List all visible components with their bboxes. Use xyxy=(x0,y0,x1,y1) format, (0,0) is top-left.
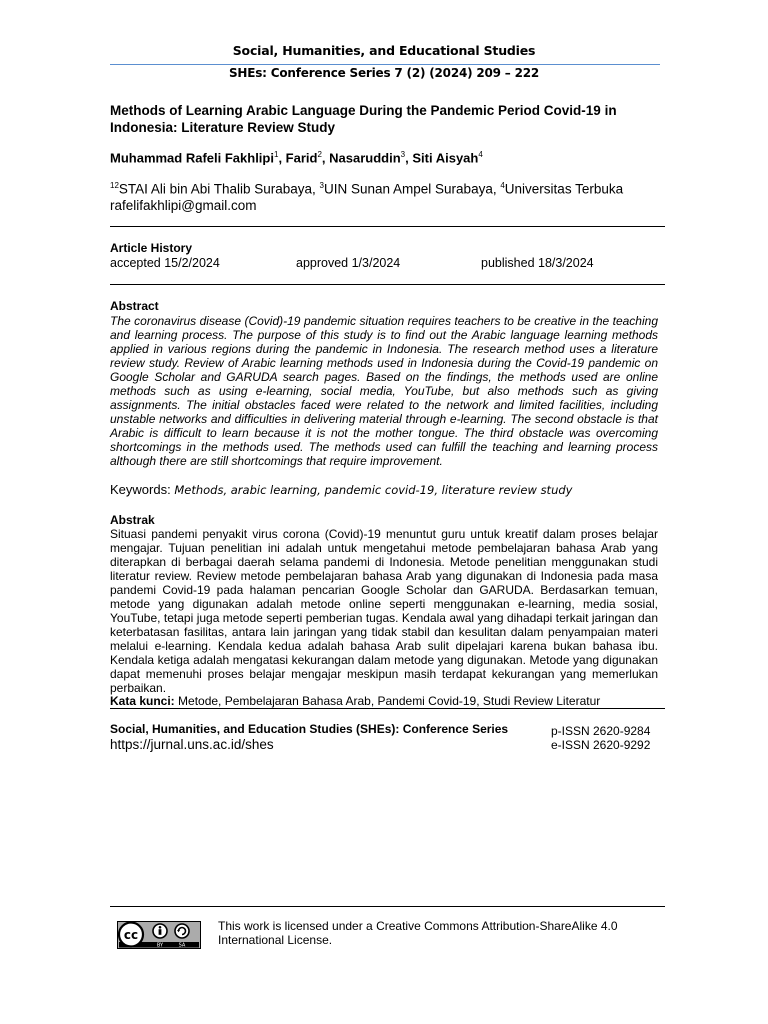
author-sup: 1 xyxy=(273,150,279,159)
abstract-label: Abstract xyxy=(110,299,159,313)
abstrak-text: Situasi pandemi penyakit virus corona (Covid)-19 menuntut guru untuk kreatif dalam proses belajar mengajar. Tujuan penelitian ini adalah untuk mengetahui metode pembelajaran bahasa Arab yang diterapkan di berbagai daerah selama pandemi di Indonesia. Metode penelitian menggunakan studi literatur review. Review metode pembelajaran bahasa Arab yang digunakan di Indonesia pada masa pandemi Covid-19 pada halaman pencarian Google Scholar dan GARUDA. Berdasarkan temuan, metode yang digunakan adalah metode online seperti menggunakan e-learning, media sosial, YouTube, tetapi juga metode seperti pemberian tugas. Kendala awal yang dihadapi terkait jaringan dan keterbatasan fasilitas, antara lain jaringan yang tidak stabil dan kesulitan dalam penyampaian materi melalui e-learning. Kendala kedua adalah bahasa Arab sulit dipelajari karena bukan bahasa ibu. Kendala ketiga adalah mengatasi kekurangan dalam metode yang digunakan. Metode yang digunakan dapat memenuhi proses belajar mengajar meskipun masih terdapat kekurangan yang memerlukan perbaikan. xyxy=(110,527,658,695)
footer-journal: Social, Humanities, and Education Studies (SHEs): Conference Series xyxy=(110,722,509,736)
affil-sup: 3 xyxy=(319,181,324,190)
kata-kunci-value: Metode, Pembelajaran Bahasa Arab, Pandemi Covid-19, Studi Review Literatur xyxy=(178,694,601,708)
affil-text: UIN Sunan Ampel Surabaya, xyxy=(323,181,501,197)
kata-kunci xyxy=(110,694,665,708)
series-line: SHEs: Conference Series 7 (2) (2024) 209 – 222 xyxy=(228,66,540,80)
history-bottom-rule xyxy=(110,284,665,285)
journal-name: Social, Humanities, and Educational Studies xyxy=(232,43,536,58)
published-date: published 18/3/2024 xyxy=(481,256,594,270)
affil-sup: 12 xyxy=(110,181,119,190)
author-sup: 3 xyxy=(400,150,406,159)
accepted-date: accepted 15/2/2024 xyxy=(110,256,220,270)
cc-by-sa-icon[interactable] xyxy=(117,921,201,949)
affil-sup: 4 xyxy=(500,181,505,190)
p-issn: p-ISSN 2620-9284 xyxy=(551,724,651,738)
cc-text: cc xyxy=(123,928,139,942)
approved-date: approved 1/3/2024 xyxy=(296,256,401,270)
authors: Muhammad Rafeli Fakhlipi$^1$, Farid$^2$, Nasaruddin$^3$, Siti Aisyah$^4$ xyxy=(110,150,483,166)
author-sup: 2 xyxy=(317,150,322,159)
affil-text: Universitas Terbuka xyxy=(504,181,624,197)
abstrak-bottom-rule xyxy=(110,708,665,709)
sa-text: SA xyxy=(178,942,186,949)
e-issn: e-ISSN 2620-9292 xyxy=(551,738,651,752)
affil-text: STAI Ali bin Abi Thalib Surabaya, xyxy=(118,181,320,197)
license-text: This work is licensed under a Creative Commons Attribution-ShareAlike 4.0 International License. xyxy=(218,919,618,947)
author-sup: 4 xyxy=(478,150,483,159)
cc-badge-graphic xyxy=(117,921,201,949)
affiliation-line xyxy=(110,178,670,198)
author-name: Farid xyxy=(285,150,318,166)
author-name: Muhammad Rafeli Fakhlipi xyxy=(110,150,274,166)
affiliations xyxy=(110,178,670,214)
history-top-rule xyxy=(110,226,665,227)
license-rule xyxy=(110,906,665,907)
abstract-text: The coronavirus disease (Covid)-19 pandemic situation requires teachers to be creative in the teaching and learning process. The purpose of this study is to find out the Arabic language learning methods applied in various regions during the pandemic in Indonesia. The research method uses a literature review study. Review of Arabic learning methods used in Indonesia during the Covid-19 pandemic on Google Scholar and GARUDA search pages. Based on the findings, the methods used are online methods such as using e-learning, social media, YouTube, but also methods such as giving assignments. The initial obstacles faced were related to the network and limited facilities, including unstable networks and difficulties in delivering material through e-learning. The second obstacle is that Arabic is difficult to learn because it is not the mother tongue. The third obstacle was overcoming shortcomings in the methods used. The methods used can fulfill the teaching and learning process although there are still shortcomings that require improvement. xyxy=(110,314,658,468)
kata-kunci-label: Kata kunci: xyxy=(110,694,175,708)
author-name: Siti Aisyah xyxy=(412,150,479,166)
article-title: Methods of Learning Arabic Language During the Pandemic Period Covid-19 in Indonesia: Literature Review Study xyxy=(110,103,617,135)
journal-url-link[interactable]: https://jurnal.uns.ac.id/shes xyxy=(110,737,274,752)
keywords-label: Keywords: xyxy=(110,482,171,497)
keywords xyxy=(110,482,670,497)
author-name: Nasaruddin xyxy=(329,150,401,166)
keywords-value: Methods, arabic learning, pandemic covid-19, literature review study xyxy=(174,483,573,497)
header-rule xyxy=(110,64,660,65)
by-text: BY xyxy=(156,942,164,949)
author-email[interactable]: rafelifakhlipi@gmail.com xyxy=(110,197,257,213)
history-label: Article History xyxy=(110,241,193,255)
abstrak-label: Abstrak xyxy=(110,513,155,527)
